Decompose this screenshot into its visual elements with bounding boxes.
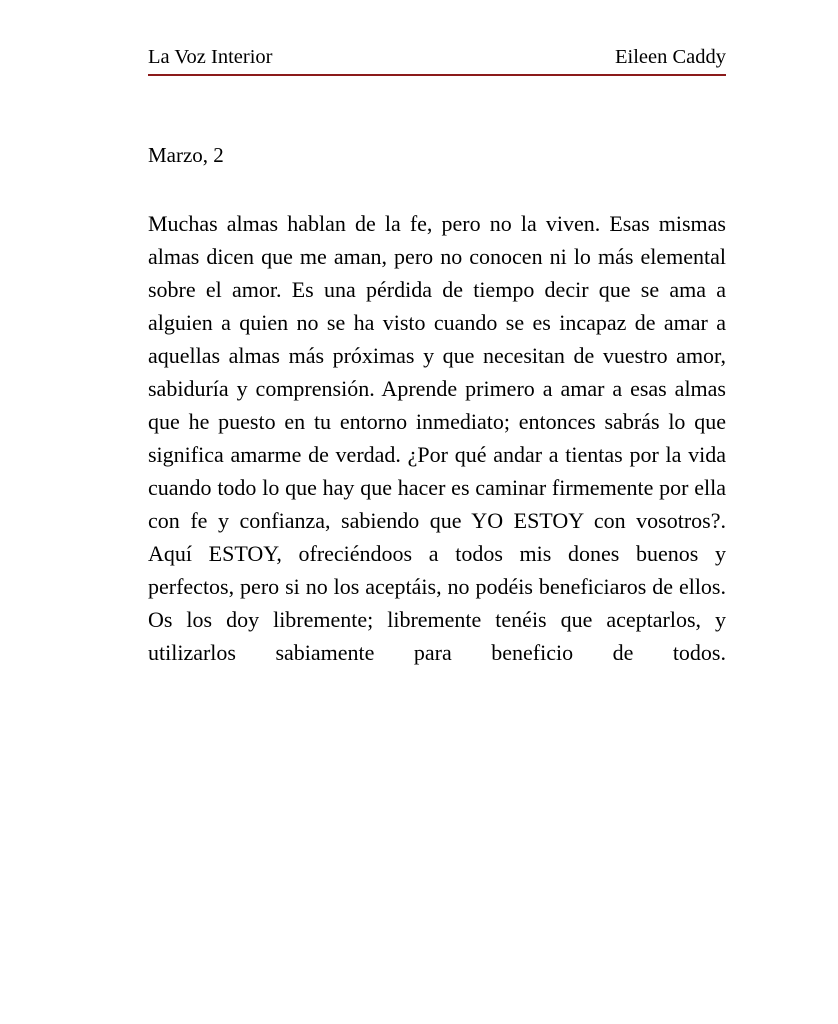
entry-body: Muchas almas hablan de la fe, pero no la viven. Esas mismas almas dicen que me aman, pero no conocen ni lo más elemental sobre el amor. Es una pérdida de tiempo decir que se ama a alguien a quien no se ha visto cuando se es incapaz de amar a aquellas almas más próximas y que necesitan de vuestro amor, sabiduría y comprensión. Aprende primero a amar a esas almas que he puesto en tu entorno inmediato; entonces sabrás lo que significa amarme de verdad. ¿Por qué andar a tientas por la vida cuando todo lo que hay que hacer es caminar firmemente por ella con fe y confianza, sabiendo que YO ESTOY con vosotros?. Aquí ESTOY, ofreciéndoos a todos mis dones buenos y perfectos, pero si no los aceptáis, no podéis beneficiaros de ellos. Os los doy libremente; libremente tenéis que aceptarlos, y utilizarlos sabiamente para beneficio de todos.: [148, 211, 726, 665]
book-title: La Voz Interior: [148, 46, 273, 68]
author-name: Eileen Caddy: [614, 46, 726, 68]
page-header: [148, 46, 726, 69]
entry-date: Marzo, 2: [148, 143, 224, 167]
header-divider: [148, 74, 726, 76]
